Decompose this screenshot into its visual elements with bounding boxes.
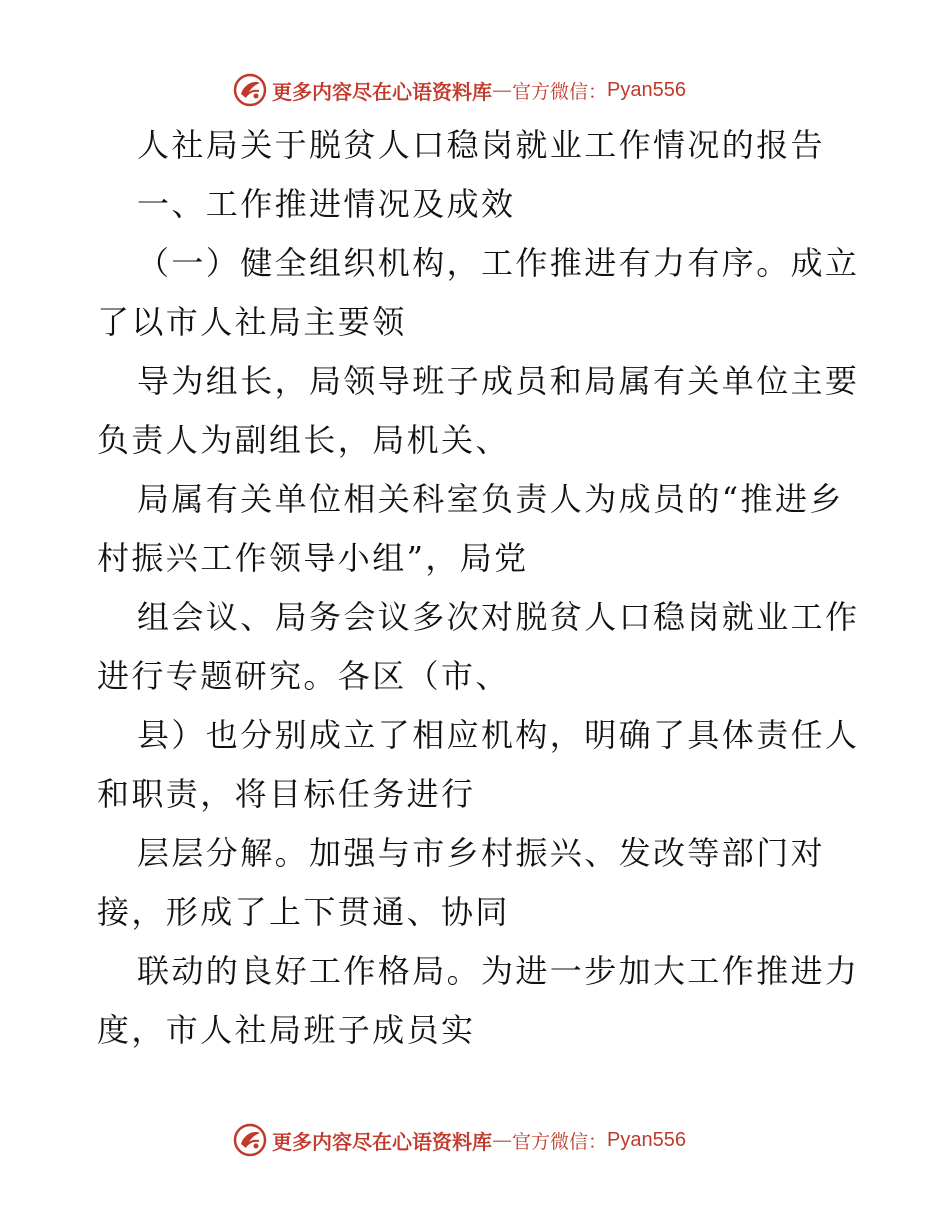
banner-brand-text: 更多内容尽在心语资料库 bbox=[272, 1129, 492, 1154]
banner-wechat-label: 官方微信： bbox=[512, 80, 608, 103]
banner-wechat-id: Pyan556 bbox=[607, 1128, 686, 1151]
paragraph-line: 进行专题研究。各区（市、 bbox=[97, 657, 510, 695]
paragraph-line: 局属有关单位相关科室负责人为成员的“推进乡 bbox=[137, 480, 844, 518]
banner-dash: — bbox=[492, 1128, 512, 1152]
paragraph-line: 组会议、局务会议多次对脱贫人口稳岗就业工作 bbox=[137, 598, 860, 636]
header-banner bbox=[232, 72, 686, 108]
paragraph-line: 负责人为副组长，局机关、 bbox=[97, 421, 510, 459]
banner-brand-text: 更多内容尽在心语资料库 bbox=[272, 79, 492, 104]
paragraph-line: 接，形成了上下贯通、协同 bbox=[97, 893, 510, 931]
banner-wechat-label: 官方微信： bbox=[512, 1130, 608, 1153]
paragraph-line: 村振兴工作领导小组”，局党 bbox=[97, 539, 529, 577]
section-heading: 一、工作推进情况及成效 bbox=[137, 185, 516, 223]
flower-logo-icon bbox=[232, 72, 268, 108]
paragraph-line: 县）也分别成立了相应机构，明确了具体责任人 bbox=[137, 716, 860, 754]
paragraph-line: 层层分解。加强与市乡村振兴、发改等部门对 bbox=[137, 834, 826, 872]
paragraph-line: 联动的良好工作格局。为进一步加大工作推进力 bbox=[137, 952, 860, 990]
banner-wechat-id: Pyan556 bbox=[607, 78, 686, 101]
footer-banner bbox=[232, 1122, 686, 1158]
paragraph-line: （一）健全组织机构，工作推进有力有序。成立 bbox=[137, 244, 860, 282]
document-title: 人社局关于脱贫人口稳岗就业工作情况的报告 bbox=[137, 126, 826, 164]
paragraph-line: 和职责，将目标任务进行 bbox=[97, 775, 476, 813]
banner-dash: — bbox=[492, 78, 512, 102]
paragraph-line: 导为组长，局领导班子成员和局属有关单位主要 bbox=[137, 362, 860, 400]
paragraph-line: 了以市人社局主要领 bbox=[97, 303, 407, 341]
document-body bbox=[97, 116, 860, 1060]
paragraph-line: 度，市人社局班子成员实 bbox=[97, 1011, 476, 1049]
flower-logo-icon bbox=[232, 1122, 268, 1158]
